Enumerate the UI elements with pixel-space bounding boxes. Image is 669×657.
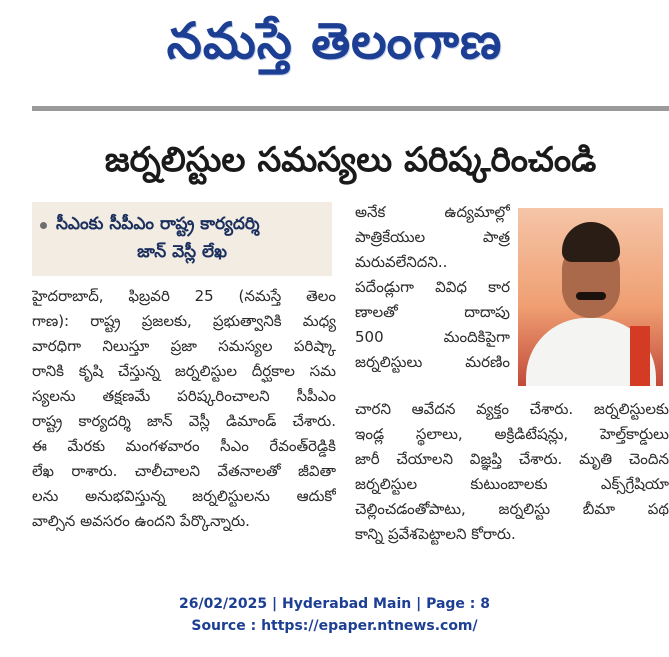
body-line: చారని ఆవేదన వ్యక్తం చేశారు. జర్నలిస్టులకు — [355, 400, 669, 418]
masthead-logo: నమస్తే తెలంగాణ — [166, 12, 503, 70]
body-line: లేఖ రాశారు. చాలీచాలని వేతనాలతో జీవితా — [32, 462, 336, 480]
edition-info: 26/02/2025 | Hyderabad Main | Page : 8 — [178, 596, 491, 612]
author-photo — [518, 208, 663, 386]
article-column-2-bottom — [355, 397, 669, 547]
body-line: ఈ మేరకు మంగళవారం సీఎం రేవంత్‌రెడ్డికి — [32, 437, 336, 455]
body-line: హైదరాబాద్, ఫిబ్రవరి 25 (నమస్తే తెలం — [32, 287, 336, 305]
body-line: వాల్సిన అవసరం ఉందని పేర్కొన్నారు. — [32, 512, 250, 530]
body-line: రానికి కృషి చేస్తున్న జర్నలిస్టుల దీర్ఘకాల సమ — [32, 362, 336, 380]
photo-hair — [562, 222, 620, 262]
body-line: గాణ): రాష్ట్ర ప్రజలకు, ప్రభుత్వానికి మధ్య — [32, 312, 336, 330]
article-column-2-top — [355, 200, 510, 375]
body-line: లను అనుభవిస్తున్న జర్నలిస్టులను ఆదుకో — [32, 487, 336, 505]
body-line: పదేండ్లుగా వివిధ కార — [355, 278, 510, 296]
body-line: స్యలను తక్షణమే పరిష్కరించాలని సీపీఎం — [32, 387, 336, 405]
body-line: అనేక ఉద్యమాల్లో — [355, 203, 510, 221]
bullet-icon — [40, 222, 47, 229]
article-subhead-box — [32, 202, 332, 276]
body-line: చెల్లించడంతోపాటు, జర్నలిస్టు బీమా పథ — [355, 500, 669, 518]
source-link[interactable]: Source : https://epaper.ntnews.com/ — [191, 618, 478, 634]
photo-mustache — [576, 292, 606, 300]
body-line: జర్నలిస్టులు మరణిం — [355, 353, 510, 371]
article-column-1 — [32, 284, 336, 534]
body-line: జారీ చేయాలని విజ్ఞప్తి చేశారు. మృతి చెందిన — [355, 450, 669, 468]
subhead-line-2: జాన్ వెస్లీ లేఖ — [137, 242, 227, 262]
body-line: పాత్రికేయుల పాత్ర — [355, 228, 510, 246]
body-line: ఇండ్ల స్థలాలు, అక్రిడిటేషన్లు, హెల్త్‌కార్డులు — [355, 425, 669, 443]
body-line: రాష్ట్ర కార్యదర్శి జాన్ వెస్లీ డిమాండ్ చేశారు. — [32, 412, 336, 430]
body-line: 500 మందికిపైగా — [355, 328, 510, 346]
article-headline: జర్నలిస్టుల సమస్యలు పరిష్కరించండి — [104, 140, 597, 180]
photo-scarf — [630, 326, 650, 386]
subhead-line-1: సీఎంకు సీపీఎం రాష్ట్ర కార్యదర్శి — [56, 214, 260, 234]
body-line: కాన్ని ప్రవేశపెట్టాలని కోరారు. — [355, 525, 516, 543]
body-line: వారధిగా నిలుస్తూ ప్రజా సమస్యల పరిష్కా — [32, 337, 336, 355]
body-line: జర్నలిస్టుల కుటుంబాలకు ఎక్స్‌గ్రేషియా — [355, 475, 669, 493]
body-line: మరువలేనిదని.. — [355, 253, 448, 271]
body-line: ణాలతో దాదాపు — [355, 303, 510, 321]
header-divider — [32, 106, 669, 111]
